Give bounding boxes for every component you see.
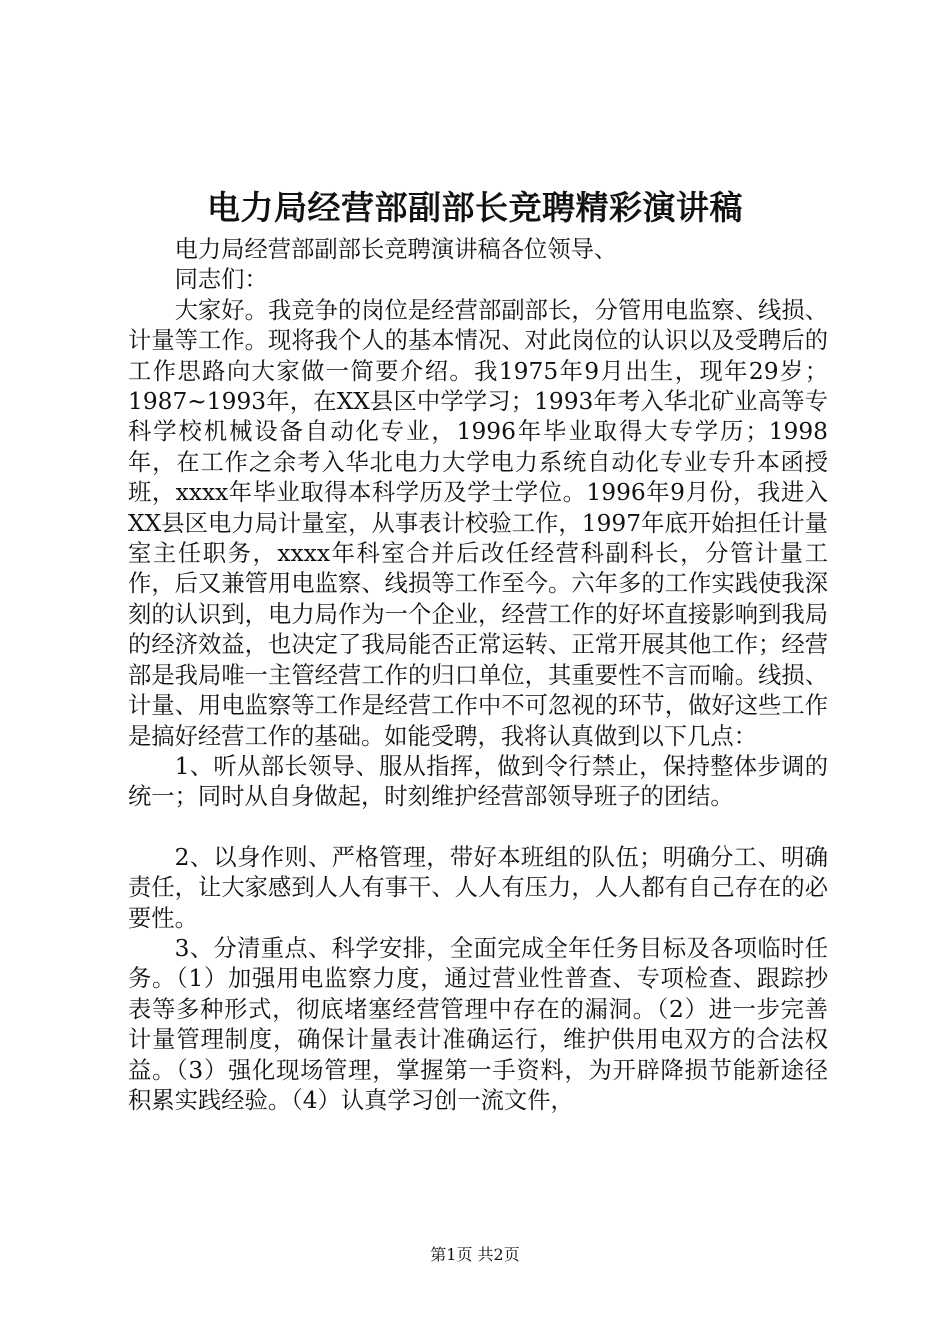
document-title: 电力局经营部副部长竞聘精彩演讲稿	[207, 188, 743, 227]
paragraph-greeting: 同志们：	[174, 266, 268, 294]
paragraph-point-2: 2、以身作则、严格管理，带好本班组的队伍；明确分工、明确责任，让大家感到人人有事干、人人有压力，人人都有自己存在的必要性。	[128, 843, 828, 932]
paragraph-point-3: 3、分清重点、科学安排，全面完成全年任务目标及各项临时任务。（1）加强用电监察力度，通过营业性普查、专项检查、跟踪抄表等多种形式，彻底堵塞经营管理中存在的漏洞。（2）进一步完善计量管理制度，确保计量表计准确运行，维护供用电双方的合法权益。（3）强化现场管理，掌握第一手资料，为开辟降损节能新途径积累实践经验。（4）认真学习创一流文件，	[128, 934, 828, 1114]
paragraph-introduction: 大家好。我竞争的岗位是经营部副部长，分管用电监察、线损、计量等工作。现将我个人的基本情况、对此岗位的认识以及受聘后的工作思路向大家做一简要介绍。我1975年9月出生，现年29岁；1987~1993年，在XX县区中学学习；1993年考入华北矿业高等专科学校机械设备自动化专业，1996年毕业取得大专学历；1998年，在工作之余考入华北电力大学电力系统自动化专业专升本函授班，xxxx年毕业取得本科学历及学士学位。1996年9月份，我进入XX县区电力局计量室，从事表计校验工作，1997年底开始担任计量室主任职务，xxxx年科室合并后改任经营科副科长，分管计量工作，后又兼管用电监察、线损等工作至今。六年多的工作实践使我深刻的认识到，电力局作为一个企业，经营工作的好坏直接影响到我局的经济效益，也决定了我局能否正常运转、正常开展其他工作；经营部是我局唯一主管经营工作的归口单位，其重要性不言而喻。线损、计量、用电监察等工作是经营工作中不可忽视的环节，做好这些工作是搞好经营工作的基础。如能受聘，我将认真做到以下几点：	[128, 296, 828, 750]
paragraph-salutation: 电力局经营部副部长竞聘演讲稿各位领导、	[174, 236, 618, 263]
paragraph-point-1: 1、听从部长领导、服从指挥，做到令行禁止，保持整体步调的统一；同时从自身做起，时刻维护经营部领导班子的团结。	[128, 752, 828, 811]
document-body	[128, 235, 828, 1116]
page-footer: 第1页 共2页	[430, 1245, 520, 1264]
